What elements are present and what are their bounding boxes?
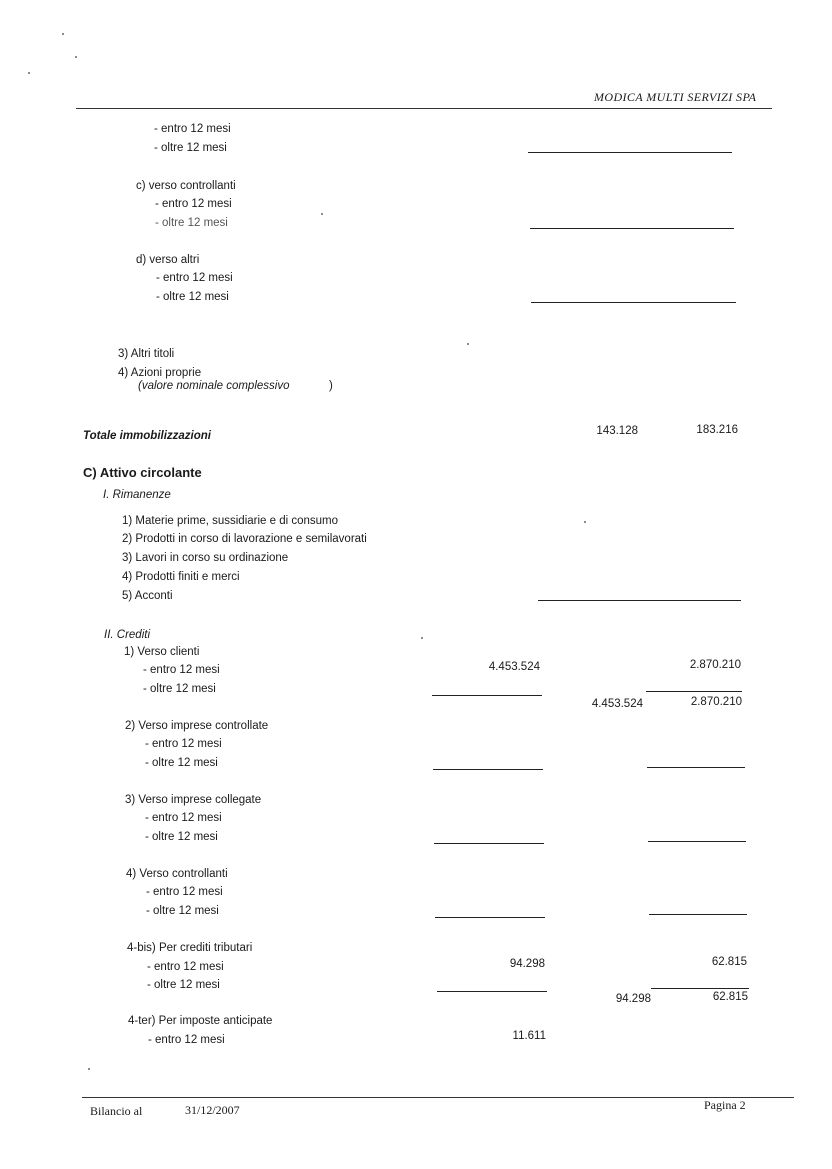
oltre-label: - oltre 12 mesi <box>155 217 228 229</box>
previous-line <box>649 914 747 915</box>
verso-controllanti-label: c) verso controllanti <box>136 180 236 192</box>
imposte-anticipate-label: 4-ter) Per imposte anticipate <box>128 1015 273 1027</box>
scan-speck <box>584 521 586 523</box>
entro-label: - entro 12 mesi <box>145 812 222 824</box>
previous-line <box>646 691 742 692</box>
total-line <box>531 302 736 303</box>
tributari-subtotal-previous: 62.815 <box>712 991 748 1003</box>
footer-page-number: Pagina 2 <box>704 1098 746 1112</box>
oltre-label: - oltre 12 mesi <box>145 757 218 769</box>
total-line <box>530 228 734 229</box>
oltre-label: - oltre 12 mesi <box>145 831 218 843</box>
scan-speck <box>467 343 469 345</box>
oltre-label: - oltre 12 mesi <box>147 979 220 991</box>
anticipate-entro-value: 11.611 <box>512 1030 546 1042</box>
entro-label: - entro 12 mesi <box>147 961 224 973</box>
crediti-tributari-label: 4-bis) Per crediti tributari <box>127 942 253 954</box>
altri-titoli-label: 3) Altri titoli <box>118 348 175 360</box>
totale-previous-value: 183.216 <box>696 424 738 436</box>
attivo-circolante-title: C) Attivo circolante <box>83 465 202 480</box>
azioni-proprie-label: 4) Azioni proprie <box>118 367 202 379</box>
clienti-subtotal-current: 4.453.524 <box>591 698 643 710</box>
entro-label: - entro 12 mesi <box>143 664 220 676</box>
clienti-entro-value: 4.453.524 <box>488 661 540 673</box>
scan-speck <box>62 33 64 35</box>
oltre-label: - oltre 12 mesi <box>156 291 229 303</box>
clienti-previous-value: 2.870.210 <box>689 659 741 671</box>
totale-immobilizzazioni-label: Totale immobilizzazioni <box>83 430 211 442</box>
verso-collegate-label: 3) Verso imprese collegate <box>125 794 262 806</box>
entro-label: - entro 12 mesi <box>146 886 223 898</box>
rimanenze-item: 3) Lavori in corso su ordinazione <box>122 552 289 564</box>
verso-altri-label: d) verso altri <box>136 254 200 266</box>
scan-speck <box>88 1068 90 1070</box>
oltre-label: - oltre 12 mesi <box>143 683 216 695</box>
scan-speck <box>75 56 77 58</box>
oltre-label: - oltre 12 mesi <box>146 905 219 917</box>
scan-speck <box>28 72 30 74</box>
tributari-entro-value: 94.298 <box>509 958 545 970</box>
entro-oltre-line <box>437 991 547 992</box>
crediti-title: II. Crediti <box>104 629 151 641</box>
verso-controllanti-label: 4) Verso controllanti <box>126 868 228 880</box>
entro-oltre-line <box>435 917 545 918</box>
tributari-previous-value: 62.815 <box>711 956 747 968</box>
total-line <box>528 152 732 153</box>
rimanenze-item: 4) Prodotti finiti e merci <box>122 571 240 583</box>
valore-nominale-label: (valore nominale complessivo <box>138 380 290 392</box>
rimanenze-title: I. Rimanenze <box>103 489 171 501</box>
footer-rule <box>82 1097 794 1098</box>
company-header: MODICA MULTI SERVIZI SPA <box>594 90 757 104</box>
entro-oltre-line <box>434 843 544 844</box>
rimanenze-item: 1) Materie prime, sussidiarie e di consumo <box>122 515 339 527</box>
scan-speck <box>421 637 423 639</box>
verso-controllate-label: 2) Verso imprese controllate <box>125 720 269 732</box>
totale-current-value: 143.128 <box>596 425 638 437</box>
entro-label: - entro 12 mesi <box>156 272 233 284</box>
entro-oltre-line <box>432 695 542 696</box>
clienti-subtotal-previous: 2.870.210 <box>690 696 742 708</box>
total-line <box>538 600 741 601</box>
entro-label: - entro 12 mesi <box>155 198 232 210</box>
oltre-label: - oltre 12 mesi <box>154 142 227 154</box>
rimanenze-item: 2) Prodotti in corso di lavorazione e semilavorati <box>122 533 367 545</box>
header-rule <box>76 108 772 109</box>
previous-line <box>648 841 746 842</box>
verso-clienti-label: 1) Verso clienti <box>124 646 200 658</box>
entro-label: - entro 12 mesi <box>145 738 222 750</box>
footer-date: 31/12/2007 <box>185 1103 240 1117</box>
entro-oltre-line <box>433 769 543 770</box>
footer-bilancio-label: Bilancio al <box>90 1104 143 1118</box>
scan-speck <box>321 213 323 215</box>
entro-label: - entro 12 mesi <box>154 123 231 135</box>
previous-line <box>647 767 745 768</box>
rimanenze-item: 5) Acconti <box>122 590 173 602</box>
valore-nominale-close: ) <box>329 380 333 392</box>
previous-line <box>651 988 749 989</box>
tributari-subtotal-current: 94.298 <box>615 993 651 1005</box>
entro-label: - entro 12 mesi <box>148 1034 225 1046</box>
